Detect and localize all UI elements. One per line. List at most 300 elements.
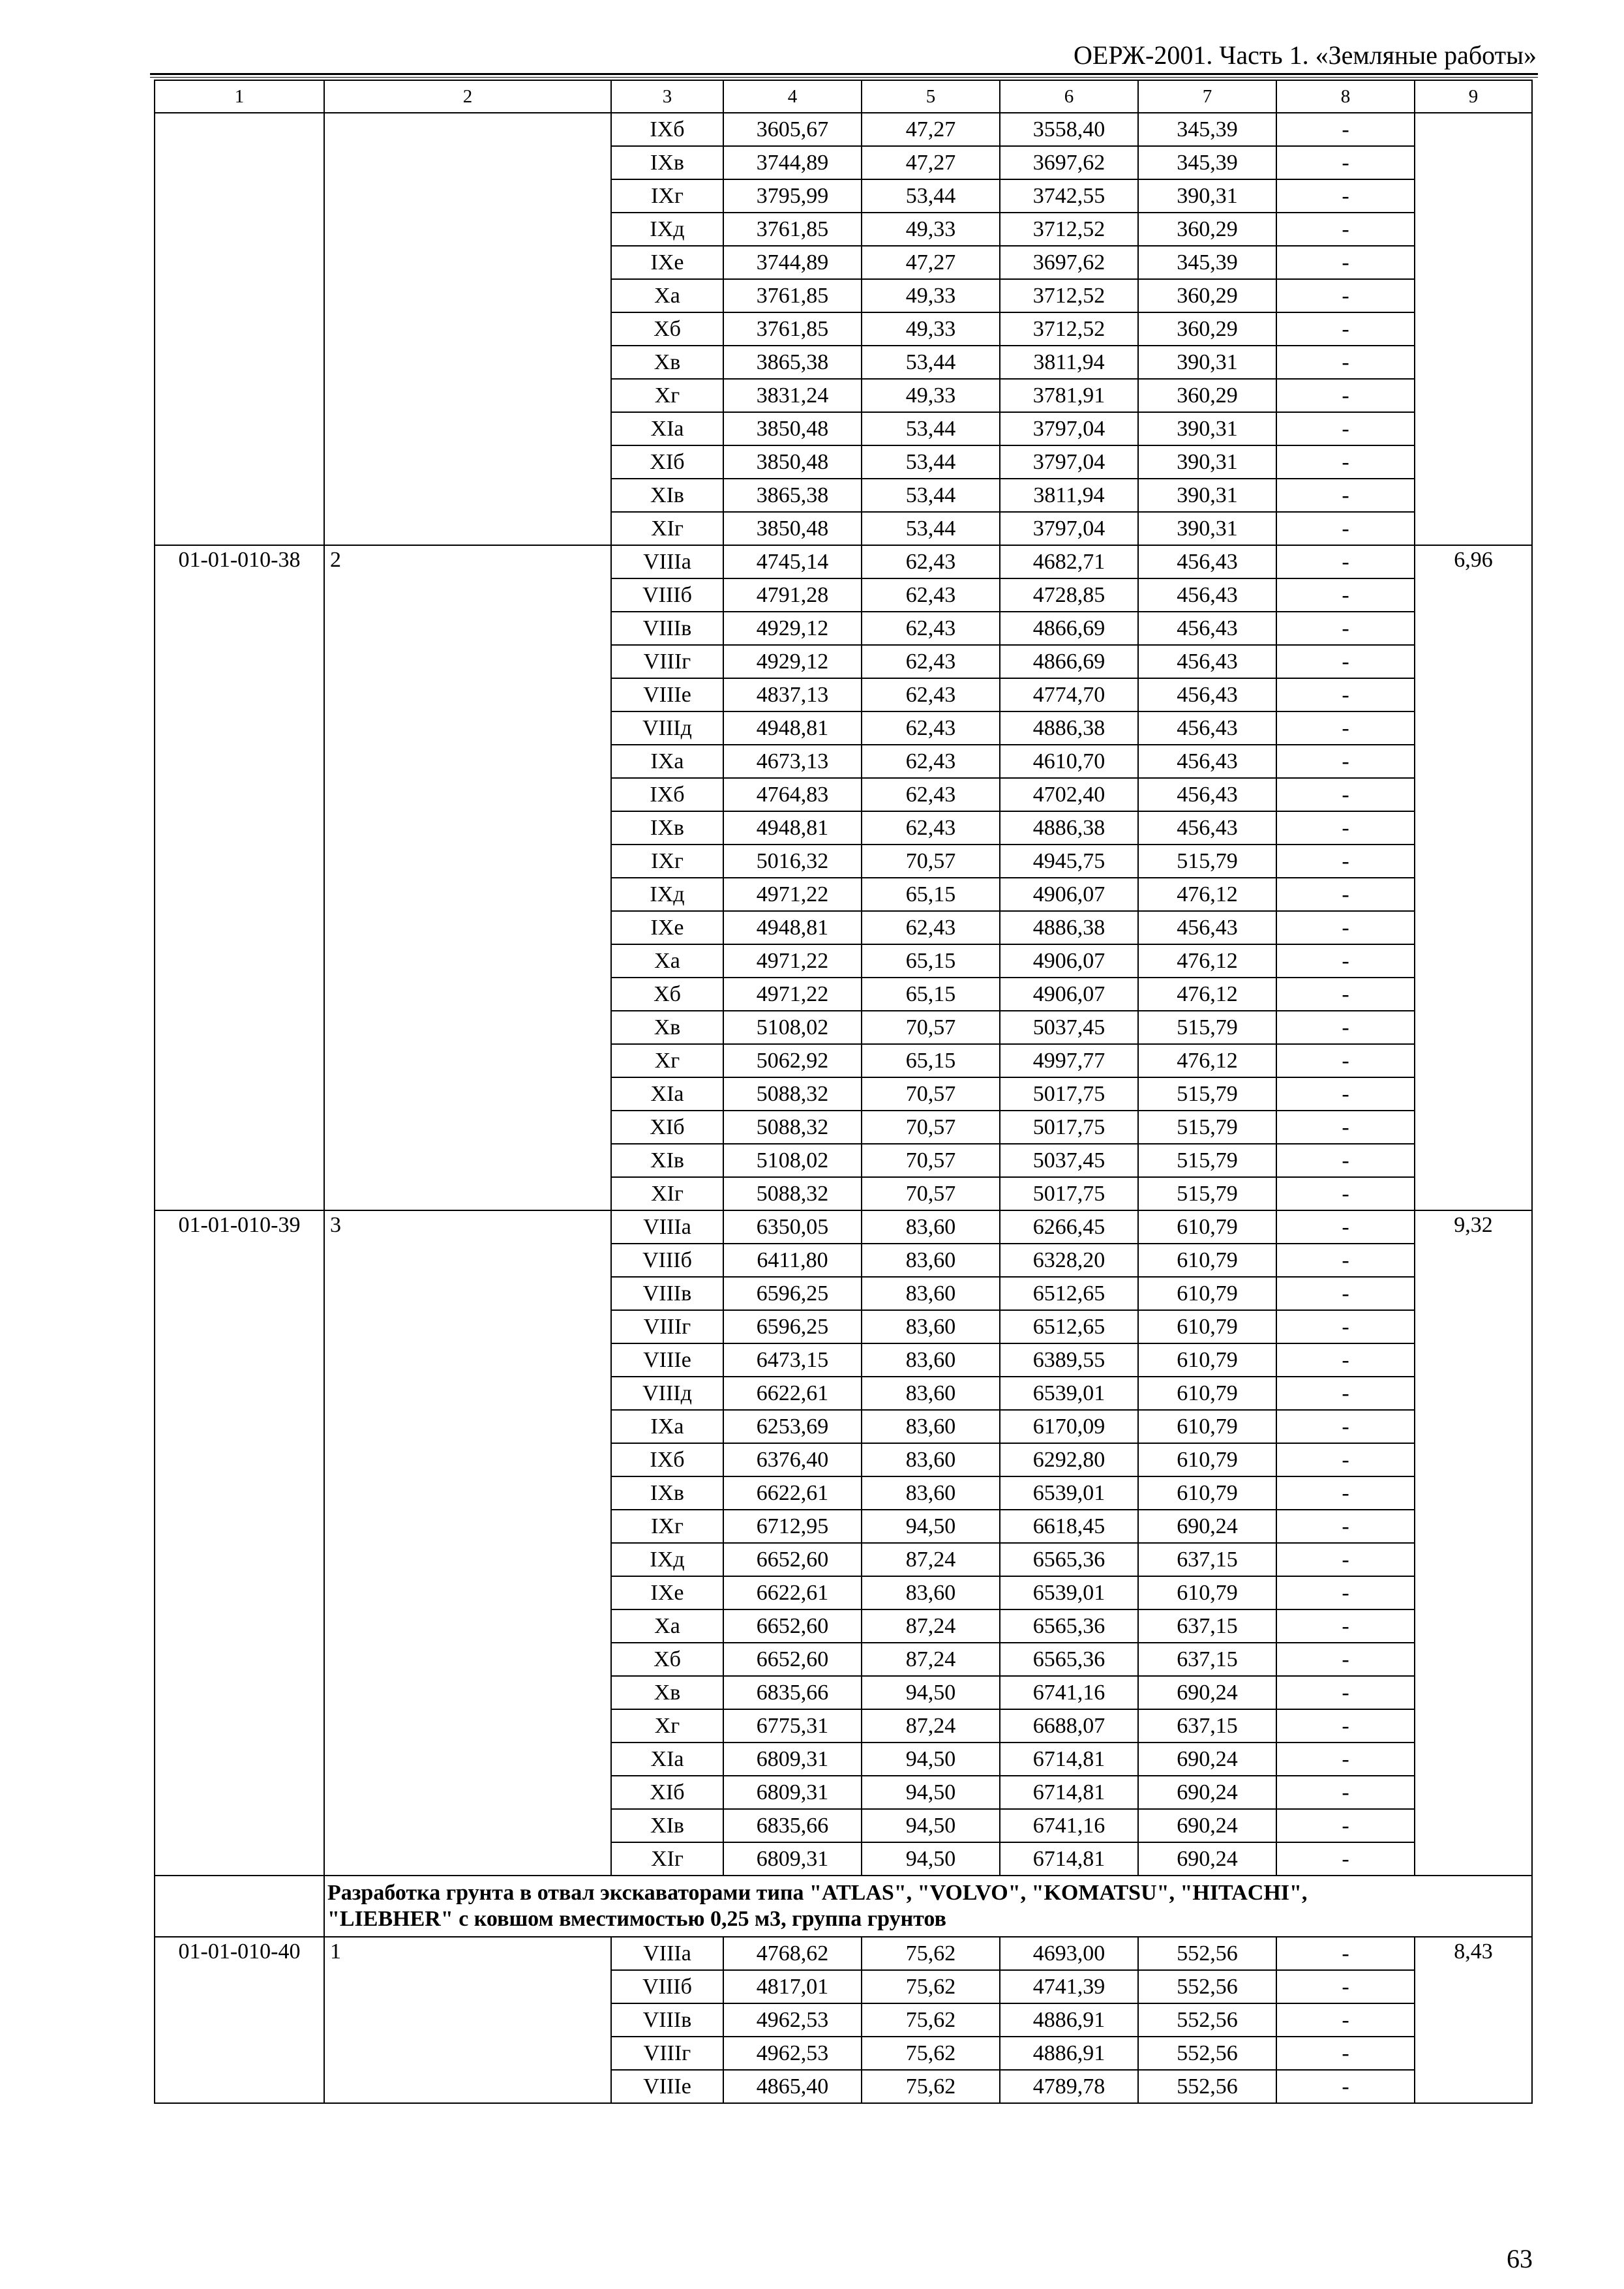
- table-cell: 6652,60: [723, 1643, 862, 1676]
- table-cell: 4866,69: [1000, 645, 1138, 678]
- table-cell: 3781,91: [1000, 379, 1138, 412]
- table-cell: VIIIв: [611, 2003, 723, 2037]
- table-cell: 5037,45: [1000, 1011, 1138, 1044]
- table-cell: Xа: [611, 279, 723, 312]
- table-row: [155, 1210, 1532, 1244]
- table-cell: 83,60: [862, 1443, 1000, 1476]
- table-cell: 610,79: [1138, 1343, 1276, 1377]
- table-cell: 6618,45: [1000, 1510, 1138, 1543]
- table-cell: 3761,85: [723, 279, 862, 312]
- table-cell: -: [1276, 1310, 1415, 1343]
- table-cell: 65,15: [862, 944, 1000, 978]
- table-cell: 6512,65: [1000, 1310, 1138, 1343]
- table-cell: 5017,75: [1000, 1177, 1138, 1210]
- table-cell: 87,24: [862, 1709, 1000, 1743]
- table-cell: 360,29: [1138, 379, 1276, 412]
- table-cell: XIг: [611, 1177, 723, 1210]
- table-cell: 4764,83: [723, 778, 862, 811]
- table-cell: -: [1276, 312, 1415, 346]
- table-cell: 637,15: [1138, 1609, 1276, 1643]
- table-cell: 62,43: [862, 778, 1000, 811]
- table-cell: IXв: [611, 811, 723, 845]
- table-cell: 610,79: [1138, 1377, 1276, 1410]
- table-cell: 552,56: [1138, 2037, 1276, 2070]
- column-number-cell: 7: [1138, 80, 1276, 113]
- table-cell: 83,60: [862, 1576, 1000, 1609]
- section-empty-cell: [155, 1876, 324, 1937]
- table-cell: VIIIд: [611, 1377, 723, 1410]
- table-cell: 4682,71: [1000, 545, 1138, 578]
- table-cell: -: [1276, 1111, 1415, 1144]
- table-cell: XIа: [611, 412, 723, 445]
- table-cell: 3795,99: [723, 179, 862, 213]
- table-cell: 3797,04: [1000, 445, 1138, 479]
- table-cell: 4971,22: [723, 878, 862, 911]
- table-cell: 62,43: [862, 711, 1000, 745]
- table-cell: 5017,75: [1000, 1077, 1138, 1111]
- table-cell: 4948,81: [723, 911, 862, 944]
- table-cell: 6622,61: [723, 1377, 862, 1410]
- table-cell: 49,33: [862, 279, 1000, 312]
- table-cell: 94,50: [862, 1743, 1000, 1776]
- table-cell: 476,12: [1138, 978, 1276, 1011]
- table-cell: 3742,55: [1000, 179, 1138, 213]
- table-cell: IXа: [611, 745, 723, 778]
- table-cell: -: [1276, 944, 1415, 978]
- table-cell: 552,56: [1138, 2003, 1276, 2037]
- table-cell: 47,27: [862, 146, 1000, 179]
- table-cell: 4886,91: [1000, 2037, 1138, 2070]
- table-cell: 3712,52: [1000, 312, 1138, 346]
- table-cell: VIIIг: [611, 2037, 723, 2070]
- table-cell: 6473,15: [723, 1343, 862, 1377]
- table-cell: 6389,55: [1000, 1343, 1138, 1377]
- table-cell: 75,62: [862, 2003, 1000, 2037]
- section-heading: [324, 1876, 1532, 1937]
- table-cell: VIIIе: [611, 2070, 723, 2103]
- table-cell: 456,43: [1138, 612, 1276, 645]
- table-cell: -: [1276, 811, 1415, 845]
- table-cell: 3850,48: [723, 412, 862, 445]
- rate-code-cell: [155, 113, 324, 545]
- table-cell: 6741,16: [1000, 1676, 1138, 1709]
- table-cell: 87,24: [862, 1609, 1000, 1643]
- table-cell: 4929,12: [723, 612, 862, 645]
- table-cell: IXв: [611, 1476, 723, 1510]
- table-cell: 4962,53: [723, 2003, 862, 2037]
- table-cell: 87,24: [862, 1643, 1000, 1676]
- table-cell: 83,60: [862, 1476, 1000, 1510]
- table-cell: 3811,94: [1000, 479, 1138, 512]
- table-cell: VIIIг: [611, 645, 723, 678]
- table-cell: Xг: [611, 379, 723, 412]
- table-cell: IXг: [611, 179, 723, 213]
- table-cell: 552,56: [1138, 2070, 1276, 2103]
- table-cell: 6565,36: [1000, 1609, 1138, 1643]
- column-number-row: [155, 80, 1532, 113]
- table-cell: -: [1276, 279, 1415, 312]
- table-cell: -: [1276, 545, 1415, 578]
- table-cell: 5016,32: [723, 845, 862, 878]
- table-cell: -: [1276, 1676, 1415, 1709]
- table-cell: VIIIе: [611, 1343, 723, 1377]
- table-cell: XIа: [611, 1743, 723, 1776]
- table-cell: 690,24: [1138, 1842, 1276, 1876]
- table-cell: VIIIв: [611, 1277, 723, 1310]
- table-cell: 6565,36: [1000, 1643, 1138, 1676]
- table-cell: 83,60: [862, 1244, 1000, 1277]
- table-cell: -: [1276, 1476, 1415, 1510]
- column-number-cell: 5: [862, 80, 1000, 113]
- table-cell: 3811,94: [1000, 346, 1138, 379]
- table-cell: 6512,65: [1000, 1277, 1138, 1310]
- table-cell: 4865,40: [723, 2070, 862, 2103]
- table-cell: 4971,22: [723, 978, 862, 1011]
- table-cell: 637,15: [1138, 1543, 1276, 1576]
- table-cell: 4997,77: [1000, 1044, 1138, 1077]
- table-cell: -: [1276, 745, 1415, 778]
- header-rule: [150, 73, 1538, 75]
- table-cell: IXб: [611, 778, 723, 811]
- column-number-cell: 9: [1415, 80, 1532, 113]
- table-cell: 456,43: [1138, 778, 1276, 811]
- table-cell: -: [1276, 1543, 1415, 1576]
- table-cell: 4741,39: [1000, 1970, 1138, 2003]
- table-cell: Xг: [611, 1044, 723, 1077]
- table-cell: 456,43: [1138, 745, 1276, 778]
- table-cell: -: [1276, 512, 1415, 545]
- table-cell: 4948,81: [723, 711, 862, 745]
- table-cell: 6565,36: [1000, 1543, 1138, 1576]
- table-cell: 390,31: [1138, 346, 1276, 379]
- table-cell: 610,79: [1138, 1210, 1276, 1244]
- table-cell: 53,44: [862, 512, 1000, 545]
- table-cell: 6712,95: [723, 1510, 862, 1543]
- table-cell: 4906,07: [1000, 978, 1138, 1011]
- table-cell: -: [1276, 213, 1415, 246]
- table-cell: 552,56: [1138, 1937, 1276, 1970]
- table-cell: 75,62: [862, 1937, 1000, 1970]
- table-row: [155, 113, 1532, 146]
- table-cell: 6596,25: [723, 1310, 862, 1343]
- table-cell: 70,57: [862, 1011, 1000, 1044]
- table-cell: 75,62: [862, 1970, 1000, 2003]
- table-cell: -: [1276, 346, 1415, 379]
- table-cell: -: [1276, 445, 1415, 479]
- table-cell: -: [1276, 1576, 1415, 1609]
- table-cell: -: [1276, 1937, 1415, 1970]
- table-cell: 3697,62: [1000, 246, 1138, 279]
- table-cell: 83,60: [862, 1310, 1000, 1343]
- table-cell: 456,43: [1138, 645, 1276, 678]
- table-cell: 47,27: [862, 246, 1000, 279]
- item-number-cell: 1: [324, 1937, 611, 2103]
- table-cell: 6652,60: [723, 1609, 862, 1643]
- table-cell: -: [1276, 1842, 1415, 1876]
- table-cell: 476,12: [1138, 944, 1276, 978]
- table-cell: XIг: [611, 1842, 723, 1876]
- table-cell: 87,24: [862, 1543, 1000, 1576]
- table-cell: -: [1276, 878, 1415, 911]
- table-cell: Xб: [611, 978, 723, 1011]
- column-number-cell: 8: [1276, 80, 1415, 113]
- table-cell: 552,56: [1138, 1970, 1276, 2003]
- table-cell: -: [1276, 246, 1415, 279]
- table-cell: 360,29: [1138, 213, 1276, 246]
- table-cell: 70,57: [862, 845, 1000, 878]
- table-cell: 3605,67: [723, 113, 862, 146]
- table-cell: 5017,75: [1000, 1111, 1138, 1144]
- table-cell: 390,31: [1138, 479, 1276, 512]
- table-cell: 4866,69: [1000, 612, 1138, 645]
- table-cell: Xв: [611, 1676, 723, 1709]
- table-cell: 4768,62: [723, 1937, 862, 1970]
- table-cell: 53,44: [862, 412, 1000, 445]
- table-cell: -: [1276, 1343, 1415, 1377]
- table-cell: 6714,81: [1000, 1743, 1138, 1776]
- table-cell: XIб: [611, 445, 723, 479]
- table-cell: 49,33: [862, 213, 1000, 246]
- table-row: [155, 1937, 1532, 1970]
- table-cell: VIIIа: [611, 545, 723, 578]
- table-cell: -: [1276, 412, 1415, 445]
- table-cell: IXб: [611, 1443, 723, 1476]
- table-cell: XIг: [611, 512, 723, 545]
- table-cell: -: [1276, 1377, 1415, 1410]
- table-cell: 456,43: [1138, 911, 1276, 944]
- table-cell: 610,79: [1138, 1244, 1276, 1277]
- table-cell: XIб: [611, 1776, 723, 1809]
- table-cell: 62,43: [862, 745, 1000, 778]
- table-cell: 47,27: [862, 113, 1000, 146]
- table-cell: VIIIа: [611, 1937, 723, 1970]
- table-cell: IXе: [611, 911, 723, 944]
- table-cell: 610,79: [1138, 1476, 1276, 1510]
- table-cell: 390,31: [1138, 445, 1276, 479]
- table-cell: 6714,81: [1000, 1776, 1138, 1809]
- column-number-cell: 3: [611, 80, 723, 113]
- table-cell: -: [1276, 1177, 1415, 1210]
- column-number-cell: 6: [1000, 80, 1138, 113]
- table-cell: -: [1276, 678, 1415, 711]
- table-cell: 6622,61: [723, 1476, 862, 1510]
- table-cell: IXб: [611, 113, 723, 146]
- table-cell: IXг: [611, 845, 723, 878]
- table-cell: 5108,02: [723, 1011, 862, 1044]
- table-cell: 6266,45: [1000, 1210, 1138, 1244]
- table-cell: IXд: [611, 878, 723, 911]
- table-cell: IXд: [611, 1543, 723, 1576]
- table-cell: -: [1276, 2037, 1415, 2070]
- table-cell: 6714,81: [1000, 1842, 1138, 1876]
- item-number-cell: 3: [324, 1210, 611, 1876]
- table-cell: -: [1276, 1210, 1415, 1244]
- table-row: [155, 545, 1532, 578]
- table-cell: 6741,16: [1000, 1809, 1138, 1842]
- table-cell: 75,62: [862, 2037, 1000, 2070]
- table-cell: 515,79: [1138, 1077, 1276, 1111]
- rate-code-cell: 01-01-010-38: [155, 545, 324, 1210]
- table-cell: -: [1276, 612, 1415, 645]
- table-cell: 5062,92: [723, 1044, 862, 1077]
- table-cell: 6622,61: [723, 1576, 862, 1609]
- table-cell: 62,43: [862, 612, 1000, 645]
- table-cell: 62,43: [862, 811, 1000, 845]
- table-cell: 6835,66: [723, 1809, 862, 1842]
- table-cell: 360,29: [1138, 312, 1276, 346]
- table-cell: 4693,00: [1000, 1937, 1138, 1970]
- table-cell: 70,57: [862, 1144, 1000, 1177]
- table-cell: XIа: [611, 1077, 723, 1111]
- table-cell: VIIIг: [611, 1310, 723, 1343]
- table-cell: -: [1276, 1709, 1415, 1743]
- table-cell: -: [1276, 1609, 1415, 1643]
- table-cell: 4774,70: [1000, 678, 1138, 711]
- column-9-cell: 8,43: [1415, 1937, 1532, 2103]
- table-cell: -: [1276, 845, 1415, 878]
- table-cell: 4789,78: [1000, 2070, 1138, 2103]
- page-number: 63: [1507, 2244, 1533, 2273]
- column-9-cell: 6,96: [1415, 545, 1532, 1210]
- table-cell: XIв: [611, 1144, 723, 1177]
- table-cell: 4610,70: [1000, 745, 1138, 778]
- table-cell: 65,15: [862, 978, 1000, 1011]
- table-cell: VIIIд: [611, 711, 723, 745]
- table-cell: 94,50: [862, 1842, 1000, 1876]
- table-cell: 390,31: [1138, 512, 1276, 545]
- table-cell: -: [1276, 1044, 1415, 1077]
- table-cell: 83,60: [862, 1410, 1000, 1443]
- table-cell: 75,62: [862, 2070, 1000, 2103]
- table-cell: 515,79: [1138, 1177, 1276, 1210]
- table-cell: 6376,40: [723, 1443, 862, 1476]
- column-number-cell: 4: [723, 80, 862, 113]
- table-cell: 6835,66: [723, 1676, 862, 1709]
- table-cell: 94,50: [862, 1676, 1000, 1709]
- table-cell: VIIIб: [611, 578, 723, 612]
- table-cell: 3865,38: [723, 346, 862, 379]
- table-cell: 6539,01: [1000, 1377, 1138, 1410]
- table-cell: 6539,01: [1000, 1476, 1138, 1510]
- table-cell: -: [1276, 1244, 1415, 1277]
- table-cell: XIв: [611, 479, 723, 512]
- table-cell: 4886,91: [1000, 2003, 1138, 2037]
- table-cell: Xб: [611, 1643, 723, 1676]
- table-cell: -: [1276, 179, 1415, 213]
- table-cell: 690,24: [1138, 1743, 1276, 1776]
- table-cell: 690,24: [1138, 1510, 1276, 1543]
- rate-code-cell: 01-01-010-39: [155, 1210, 324, 1876]
- table-cell: 3558,40: [1000, 113, 1138, 146]
- table-cell: 610,79: [1138, 1410, 1276, 1443]
- table-cell: 5088,32: [723, 1077, 862, 1111]
- table-cell: 6652,60: [723, 1543, 862, 1576]
- table-cell: 4945,75: [1000, 845, 1138, 878]
- table-cell: 637,15: [1138, 1643, 1276, 1676]
- table-cell: 62,43: [862, 545, 1000, 578]
- table-cell: 49,33: [862, 379, 1000, 412]
- table-cell: -: [1276, 1011, 1415, 1044]
- table-cell: 3797,04: [1000, 412, 1138, 445]
- table-cell: 390,31: [1138, 179, 1276, 213]
- table-cell: 4886,38: [1000, 711, 1138, 745]
- table-cell: 690,24: [1138, 1776, 1276, 1809]
- table-cell: 4906,07: [1000, 878, 1138, 911]
- column-number-cell: 1: [155, 80, 324, 113]
- table-cell: 345,39: [1138, 146, 1276, 179]
- table-cell: 610,79: [1138, 1576, 1276, 1609]
- table-cell: 5088,32: [723, 1177, 862, 1210]
- table-cell: 70,57: [862, 1077, 1000, 1111]
- table-cell: 3831,24: [723, 379, 862, 412]
- table-cell: 610,79: [1138, 1277, 1276, 1310]
- table-cell: -: [1276, 1510, 1415, 1543]
- table-cell: -: [1276, 911, 1415, 944]
- table-cell: 515,79: [1138, 1111, 1276, 1144]
- table-cell: -: [1276, 1809, 1415, 1842]
- table-cell: 476,12: [1138, 1044, 1276, 1077]
- table-cell: 53,44: [862, 179, 1000, 213]
- table-cell: 5037,45: [1000, 1144, 1138, 1177]
- section-heading-line-2: "LIEBHER" с ковшом вместимостью 0,25 м3, группа грунтов: [327, 1907, 946, 1931]
- table-cell: Xб: [611, 312, 723, 346]
- table-cell: -: [1276, 1277, 1415, 1310]
- table-cell: -: [1276, 645, 1415, 678]
- table-cell: 610,79: [1138, 1310, 1276, 1343]
- table-cell: -: [1276, 146, 1415, 179]
- table-cell: 94,50: [862, 1510, 1000, 1543]
- table-cell: -: [1276, 1077, 1415, 1111]
- table-cell: 345,39: [1138, 246, 1276, 279]
- table-cell: 4886,38: [1000, 911, 1138, 944]
- table-cell: 4702,40: [1000, 778, 1138, 811]
- table-cell: -: [1276, 778, 1415, 811]
- table-cell: 6328,20: [1000, 1244, 1138, 1277]
- table-cell: -: [1276, 479, 1415, 512]
- table-cell: 456,43: [1138, 545, 1276, 578]
- table-cell: 4971,22: [723, 944, 862, 978]
- table-cell: IXе: [611, 1576, 723, 1609]
- table-cell: 6688,07: [1000, 1709, 1138, 1743]
- table-cell: 4791,28: [723, 578, 862, 612]
- table-cell: 690,24: [1138, 1809, 1276, 1842]
- table-cell: VIIIв: [611, 612, 723, 645]
- section-heading-line-1: Разработка грунта в отвал экскаваторами типа "ATLAS", "VOLVO", "KOMATSU", "HITACHI",: [327, 1881, 1308, 1905]
- table-cell: Xв: [611, 346, 723, 379]
- table-cell: 515,79: [1138, 845, 1276, 878]
- table-cell: 456,43: [1138, 678, 1276, 711]
- table-cell: -: [1276, 978, 1415, 1011]
- table-cell: 6596,25: [723, 1277, 862, 1310]
- table-cell: 62,43: [862, 911, 1000, 944]
- table-cell: 62,43: [862, 645, 1000, 678]
- table-cell: 4817,01: [723, 1970, 862, 2003]
- table-cell: 3712,52: [1000, 279, 1138, 312]
- table-cell: 4673,13: [723, 745, 862, 778]
- table-cell: 3744,89: [723, 146, 862, 179]
- table-cell: 3797,04: [1000, 512, 1138, 545]
- table-cell: 53,44: [862, 479, 1000, 512]
- table-cell: IXе: [611, 246, 723, 279]
- table-cell: 610,79: [1138, 1443, 1276, 1476]
- table-cell: IXв: [611, 146, 723, 179]
- table-cell: 4906,07: [1000, 944, 1138, 978]
- table-cell: 83,60: [862, 1277, 1000, 1310]
- table-cell: -: [1276, 1643, 1415, 1676]
- table-cell: 4728,85: [1000, 578, 1138, 612]
- table-cell: 345,39: [1138, 113, 1276, 146]
- table-cell: -: [1276, 578, 1415, 612]
